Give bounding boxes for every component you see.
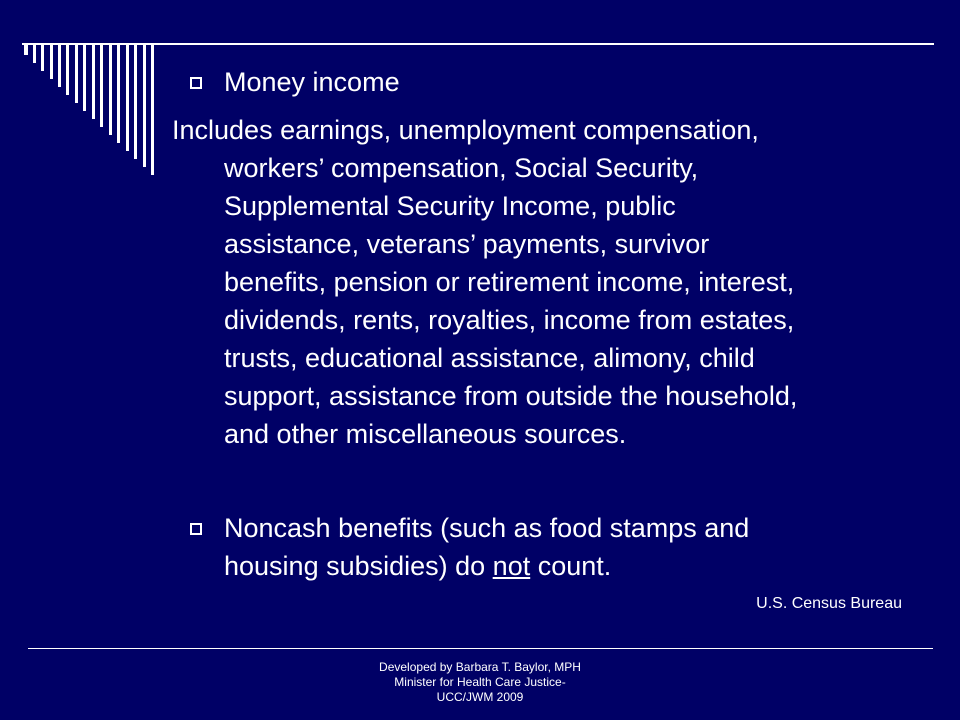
comb-bar [92, 45, 95, 119]
comb-bar [143, 45, 146, 167]
comb-bar [24, 45, 28, 55]
comb-bar [50, 45, 53, 79]
body-line: and other miscellaneous sources. [224, 419, 627, 449]
comb-bar [33, 45, 36, 63]
bullet-noncash-line2 [224, 550, 611, 582]
comb-bar [58, 45, 61, 87]
footer [300, 660, 660, 705]
bullet-noncash-text-pre: housing subsidies) do [224, 551, 493, 581]
body-line: Supplemental Security Income, public [224, 191, 676, 221]
comb-bar [134, 45, 137, 159]
source-citation: U.S. Census Bureau [756, 595, 902, 612]
emphasis-not: not [492, 551, 531, 581]
body-line: workers’ compensation, Social Security, [224, 153, 699, 183]
square-bullet-icon [190, 77, 202, 89]
body-line: benefits, pension or retirement income, interest, [224, 267, 795, 297]
bullet-money-income: Money income [224, 67, 400, 97]
comb-bar [151, 45, 154, 175]
top-rule [22, 43, 934, 45]
comb-bar [75, 45, 78, 103]
footer-line: Developed by Barbara T. Baylor, MPH [379, 660, 581, 674]
body-line: dividends, rents, royalties, income from estates, [224, 305, 795, 335]
footer-line: UCC/JWM 2009 [436, 690, 524, 704]
footer-line: Minister for Health Care Justice- [394, 675, 566, 689]
body-line: trusts, educational assistance, alimony, child [224, 343, 755, 373]
body-line: Includes earnings, unemployment compensation, [172, 115, 759, 145]
comb-bar [100, 45, 103, 127]
body-line: support, assistance from outside the household, [224, 381, 798, 411]
comb-bar [41, 45, 44, 71]
square-bullet-icon [190, 523, 202, 535]
comb-bar [83, 45, 86, 111]
comb-bar [66, 45, 69, 95]
comb-bar [117, 45, 120, 143]
footer-rule [28, 648, 933, 649]
bullet-noncash-text-post: count. [530, 551, 612, 581]
body-line: assistance, veterans’ payments, survivor [224, 229, 710, 259]
comb-bar [109, 45, 112, 135]
comb-bar [126, 45, 129, 151]
bullet-noncash-line1: Noncash benefits (such as food stamps and [224, 513, 750, 543]
